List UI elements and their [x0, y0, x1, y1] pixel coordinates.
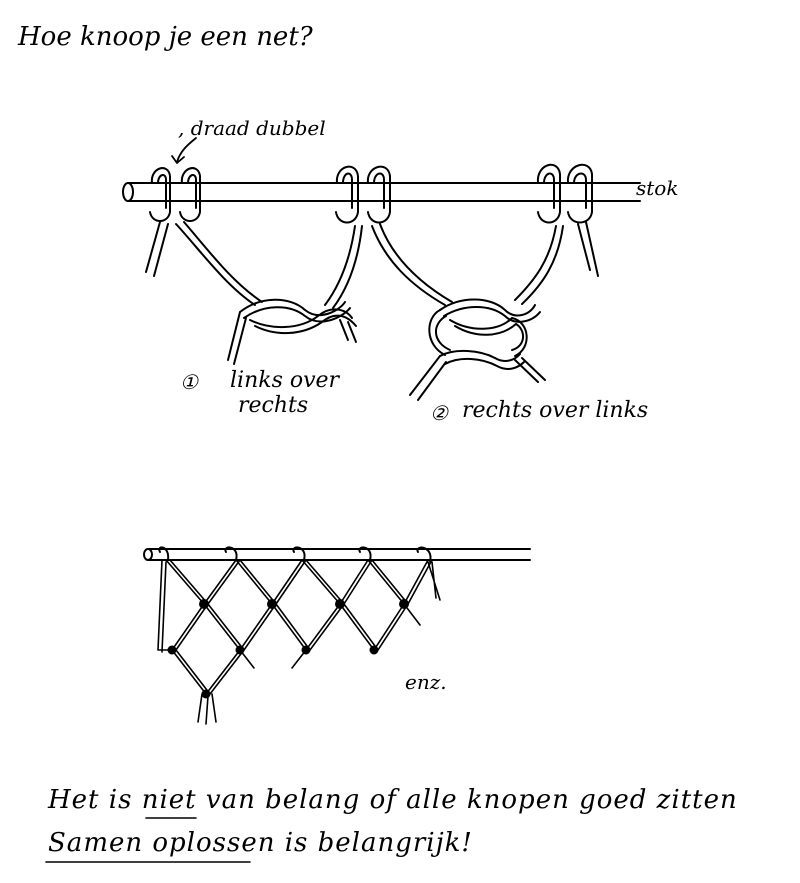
- knot-1: [228, 300, 356, 364]
- step-2-number: ②: [430, 401, 448, 425]
- arrow-draad-dubbel: [172, 138, 196, 163]
- step-1-label-line-1: links over: [230, 368, 340, 393]
- net-example: [144, 547, 530, 724]
- step-2-label: rechts over links: [462, 398, 649, 423]
- loop-3: [515, 165, 598, 304]
- note-line-2-end: is belangrijk!: [275, 828, 473, 858]
- note-line-2: [48, 830, 473, 856]
- label-draad-dubbel: , draad dubbel: [178, 116, 326, 140]
- loop-1: [146, 168, 262, 305]
- note-emphasis-niet: niet: [141, 785, 197, 815]
- label-enz: enz.: [405, 670, 447, 694]
- loop-2: [325, 167, 452, 308]
- note-line-1: [48, 787, 738, 813]
- note-line-1-start: Het is: [48, 785, 142, 815]
- step-1-number: ①: [180, 370, 198, 394]
- knot-2: [410, 300, 545, 401]
- note-line-1-end: van belang of alle knopen goed zitten: [196, 785, 738, 815]
- step-1-label-line-2: rechts: [238, 393, 309, 418]
- note-emphasis-samen-oplossen: Samen oplossen: [48, 828, 276, 858]
- page-title: Hoe knoop je een net?: [18, 22, 313, 52]
- label-stok: stok: [636, 176, 679, 200]
